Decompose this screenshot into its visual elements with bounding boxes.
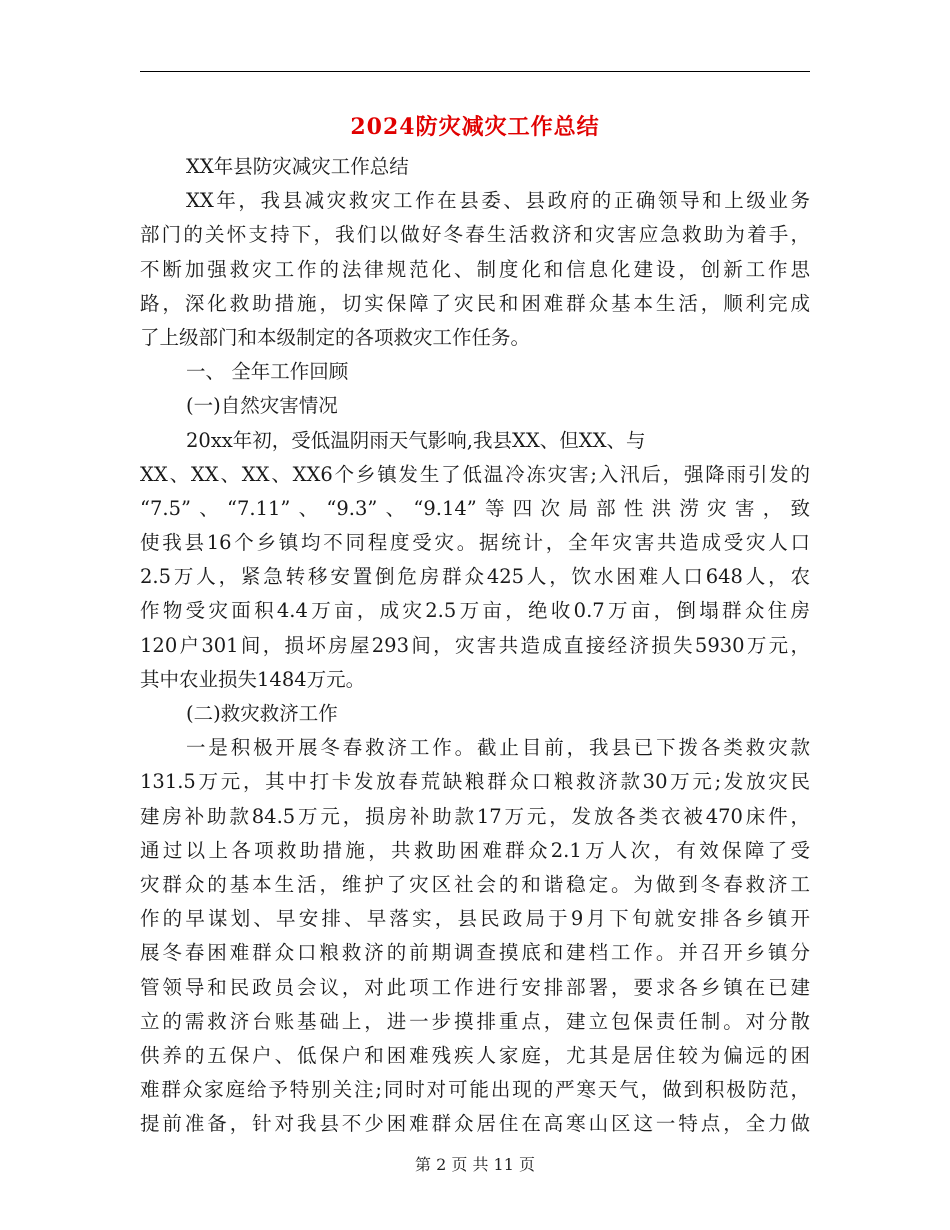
text-line: XX年，我县减灾救灾工作在县委、县政府的正确领导和上级业务: [186, 189, 810, 213]
text-line: 提前准备，针对我县不少困难群众居住在高寒山区这一特点，全力做: [140, 1112, 810, 1136]
text-line: 立的需救济台账基础上，进一步摸排重点，建立包保责任制。对分散: [140, 1009, 810, 1033]
header-rule: [140, 71, 810, 72]
text-line: 一是积极开展冬春救济工作。截止目前，我县已下拨各类救灾款: [186, 736, 810, 760]
text-line: (二)救灾救济工作: [186, 702, 338, 725]
text-line: 灾群众的基本生活，维护了灾区社会的和谐稳定。为做到冬春救济工: [140, 872, 810, 896]
page-footer: 第 2 页 共 11 页: [415, 1155, 535, 1174]
text-line: XX年县防灾减灾工作总结: [186, 155, 409, 178]
text-line: 展冬春困难群众口粮救济的前期调查摸底和建档工作。并召开乡镇分: [140, 941, 810, 965]
text-line: 2.5万人，紧急转移安置倒危房群众425人，饮水困难人口648人，农: [140, 565, 810, 589]
text-line: 131.5万元，其中打卡发放春荒缺粮群众口粮救济款30万元;发放灾民: [140, 770, 810, 794]
document-body: [140, 150, 810, 1141]
text-line: 供养的五保户、低保户和困难残疾人家庭，尤其是居住较为偏远的困: [140, 1043, 810, 1067]
text-line: 了上级部门和本级制定的各项救灾工作任务。: [140, 325, 531, 349]
text-line: 通过以上各项救助措施，共救助困难群众2.1万人次，有效保障了受: [140, 838, 810, 862]
text-line: 建房补助款84.5万元，损房补助款17万元，发放各类衣被470床件，: [140, 804, 810, 828]
text-line: 120户301间，损坏房屋293间，灾害共造成直接经济损失5930万元，: [140, 633, 810, 657]
text-line: 作的早谋划、早安排、早落实，县民政局于9月下旬就安排各乡镇开: [140, 907, 810, 931]
text-line: 路，深化救助措施，切实保障了灾民和困难群众基本生活，顺利完成: [140, 291, 810, 315]
text-line: 不断加强救灾工作的法律规范化、制度化和信息化建设，创新工作思: [140, 257, 810, 281]
text-line: 一、 全年工作回顾: [186, 360, 349, 384]
text-line: 难群众家庭给予特别关注;同时对可能出现的严寒天气，做到积极防范，: [140, 1078, 810, 1102]
text-line: (一)自然灾害情况: [186, 394, 338, 418]
text-line: XX、XX、XX、XX6个乡镇发生了低温冷冻灾害;入汛后，强降雨引发的: [140, 462, 810, 486]
text-line: 作物受灾面积4.4万亩，成灾2.5万亩，绝收0.7万亩，倒塌群众住房: [140, 599, 810, 623]
text-line: 20xx年初，受低温阴雨天气影响,我县XX、但XX、与: [186, 428, 646, 452]
document-title: 2024防灾减灾工作总结: [350, 114, 600, 140]
text-line: 管领导和民政员会议，对此项工作进行安排部署，要求各乡镇在已建: [140, 975, 810, 999]
text-line: 使我县16个乡镇均不同程度受灾。据统计，全年灾害共造成受灾人口: [140, 531, 810, 555]
text-line: 其中农业损失1484万元。: [140, 667, 366, 691]
text-line: “7.5”、“7.11”、“9.3”、“9.14”等四次局部性洪涝灾害，致: [140, 496, 810, 520]
text-line: 部门的关怀支持下，我们以做好冬春生活救济和灾害应急救助为着手，: [140, 223, 810, 247]
